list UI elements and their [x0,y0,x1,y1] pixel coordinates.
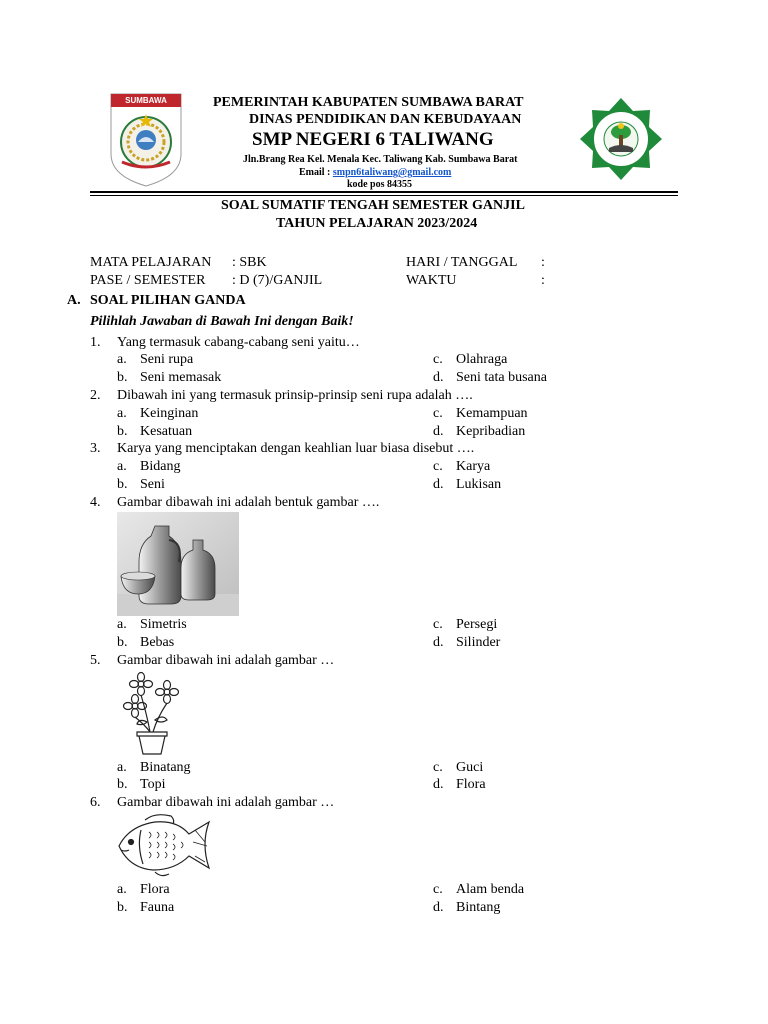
option-text: Kepribadian [456,424,526,439]
option-b[interactable] [117,900,174,916]
option-letter: a. [117,352,127,367]
option-a[interactable] [117,352,193,368]
option-d[interactable] [433,370,547,386]
right-logo-smpn6 [578,96,664,182]
option-b[interactable] [117,635,174,651]
question-text: Gambar dibawah ini adalah bentuk gambar …. [117,495,380,510]
option-a[interactable] [117,760,191,776]
info-mapel-value: : SBK [232,255,267,270]
header-rule-thin [90,195,678,196]
option-d[interactable] [433,635,500,651]
option-text: Bidang [140,459,181,474]
option-d[interactable] [433,900,500,916]
option-c[interactable] [433,352,507,368]
info-pase-value: : D (7)/GANJIL [232,273,323,288]
option-letter: b. [117,777,128,792]
option-letter: d. [433,777,444,792]
option-text: Seni memasak [140,370,222,385]
info-hari-label: HARI / TANGGAL [406,255,518,270]
info-mapel-label: MATA PELAJARAN [90,255,212,270]
option-letter: b. [117,900,128,915]
option-a[interactable] [117,882,170,898]
option-b[interactable] [117,777,165,793]
option-letter: b. [117,477,128,492]
option-text: Seni [140,477,165,492]
question-number: 6. [90,795,101,810]
option-text: Guci [456,760,484,775]
option-a[interactable] [117,617,187,633]
option-letter: c. [433,352,443,367]
question-number: 1. [90,335,101,350]
header-email-link[interactable]: smpn6taliwang@gmail.com [332,167,452,178]
option-a[interactable] [117,459,180,475]
option-b[interactable] [117,477,165,493]
option-a[interactable] [117,406,198,422]
header-email-row [299,167,451,178]
option-letter: d. [433,477,444,492]
option-letter: c. [433,406,443,421]
question-text: Karya yang menciptakan dengan keahlian luar biasa disebut …. [117,441,475,456]
option-text: Simetris [140,617,187,632]
section-letter: A. [67,293,81,308]
option-text: Topi [140,777,166,792]
option-text: Silinder [456,635,501,650]
option-b[interactable] [117,370,221,386]
option-letter: c. [433,459,443,474]
option-letter: d. [433,370,444,385]
option-letter: a. [117,760,127,775]
option-letter: a. [117,459,127,474]
option-d[interactable] [433,777,486,793]
option-c[interactable] [433,882,524,898]
question-number: 3. [90,441,101,456]
info-waktu-label: WAKTU [406,273,457,288]
option-letter: d. [433,635,444,650]
header-school-name: SMP NEGERI 6 TALIWANG [252,129,494,150]
option-text: Kesatuan [140,424,193,439]
option-text: Fauna [140,900,175,915]
option-d[interactable] [433,477,501,493]
option-letter: d. [433,424,444,439]
option-c[interactable] [433,760,483,776]
option-letter: a. [117,617,127,632]
question-text: Gambar dibawah ini adalah gambar … [117,653,335,668]
option-letter: a. [117,882,127,897]
flower-pot-drawing [117,670,187,758]
option-text: Kemampuan [456,406,528,421]
section-title: SOAL PILIHAN GANDA [90,293,246,308]
left-logo-sumbawa-barat [108,92,184,188]
option-text: Binatang [140,760,191,775]
option-letter: b. [117,635,128,650]
option-text: Karya [456,459,491,474]
option-c[interactable] [433,406,528,422]
question-number: 2. [90,388,101,403]
option-letter: b. [117,370,128,385]
option-text: Flora [456,777,486,792]
header-email-label: Email : [299,167,333,178]
info-pase-label: PASE / SEMESTER [90,273,206,288]
header-postcode: kode pos 84355 [347,179,413,190]
option-letter: b. [117,424,128,439]
option-d[interactable] [433,424,525,440]
exam-title: SOAL SUMATIF TENGAH SEMESTER GANJIL [221,198,525,213]
option-letter: a. [117,406,127,421]
option-letter: c. [433,760,443,775]
option-text: Persegi [456,617,498,632]
question-text: Yang termasuk cabang-cabang seni yaitu… [117,335,360,350]
option-text: Lukisan [456,477,502,492]
option-text: Seni rupa [140,352,194,367]
left-logo-banner-text: SUMBAWA BARAT [125,96,167,118]
question-number: 5. [90,653,101,668]
option-text: Bintang [456,900,501,915]
info-waktu-value: : [541,273,545,288]
still-life-jars-image [117,512,239,616]
header-line-pemerintah: PEMERINTAH KABUPATEN SUMBAWA BARAT [213,95,524,110]
option-text: Olahraga [456,352,508,367]
section-instruction: Pilihlah Jawaban di Bawah Ini dengan Baik! [90,314,354,329]
option-text: Keinginan [140,406,199,421]
option-c[interactable] [433,617,497,633]
option-b[interactable] [117,424,192,440]
option-text: Bebas [140,635,175,650]
exam-year: TAHUN PELAJARAN 2023/2024 [276,216,478,231]
option-text: Alam benda [456,882,525,897]
option-c[interactable] [433,459,490,475]
fish-drawing [115,812,213,878]
option-text: Seni tata busana [456,370,547,385]
option-letter: d. [433,900,444,915]
option-letter: c. [433,882,443,897]
info-hari-value: : [541,255,545,270]
header-address: Jln.Brang Rea Kel. Menala Kec. Taliwang Kab. Sumbawa Barat [243,154,518,165]
question-number: 4. [90,495,101,510]
option-text: Flora [140,882,170,897]
option-letter: c. [433,617,443,632]
question-text: Gambar dibawah ini adalah gambar … [117,795,335,810]
header-rule-thick [90,191,678,193]
question-text: Dibawah ini yang termasuk prinsip-prinsip seni rupa adalah …. [117,388,473,403]
header-line-dinas: DINAS PENDIDIKAN DAN KEBUDAYAAN [249,112,522,127]
